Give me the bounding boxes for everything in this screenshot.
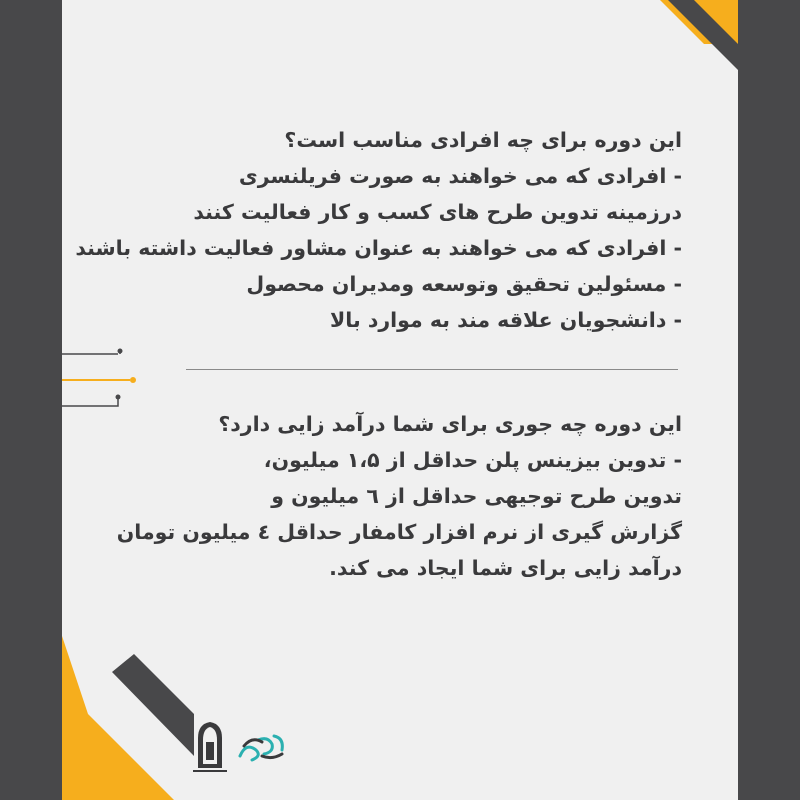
section1-item: درزمینه تدوین طرح های کسب و کار فعالیت کنند <box>193 200 682 224</box>
calligraphy-logo <box>240 736 282 760</box>
footer-logos <box>188 716 298 776</box>
section-divider <box>186 369 678 370</box>
university-emblem-logo <box>193 722 227 772</box>
section2-heading: این دوره چه جوری برای شما درآمد زایی دارد؟ <box>218 412 682 436</box>
income-section <box>117 406 682 586</box>
section2-item: - تدوین بیزینس پلن حداقل از ۱،۵ میلیون، <box>263 448 682 472</box>
right-frame <box>738 0 800 800</box>
suitability-section <box>75 122 682 338</box>
section2-item: گزارش گیری از نرم افزار کامفار حداقل ٤ میلیون تومان <box>116 520 682 544</box>
content-panel <box>62 0 738 800</box>
circuit-decoration <box>62 349 136 407</box>
bottom-left-dark-stripe <box>112 654 194 756</box>
section2-item: درآمد زایی برای شما ایجاد می کند. <box>329 556 682 580</box>
section1-item: - افرادی که می خواهند به صورت فریلنسری <box>238 164 682 188</box>
section1-item: - افرادی که می خواهند به عنوان مشاور فعالیت داشته باشند <box>75 236 682 260</box>
section1-item: - دانشجویان علاقه مند به موارد بالا <box>330 308 682 332</box>
decorative-shapes <box>62 0 738 800</box>
left-frame <box>0 0 62 800</box>
section1-item: - مسئولین تحقیق وتوسعه ومدیران محصول <box>246 272 682 296</box>
section2-item: تدوین طرح توجیهی حداقل از ٦ میلیون و <box>271 484 682 508</box>
section1-heading: این دوره برای چه افرادی مناسب است؟ <box>284 128 682 152</box>
